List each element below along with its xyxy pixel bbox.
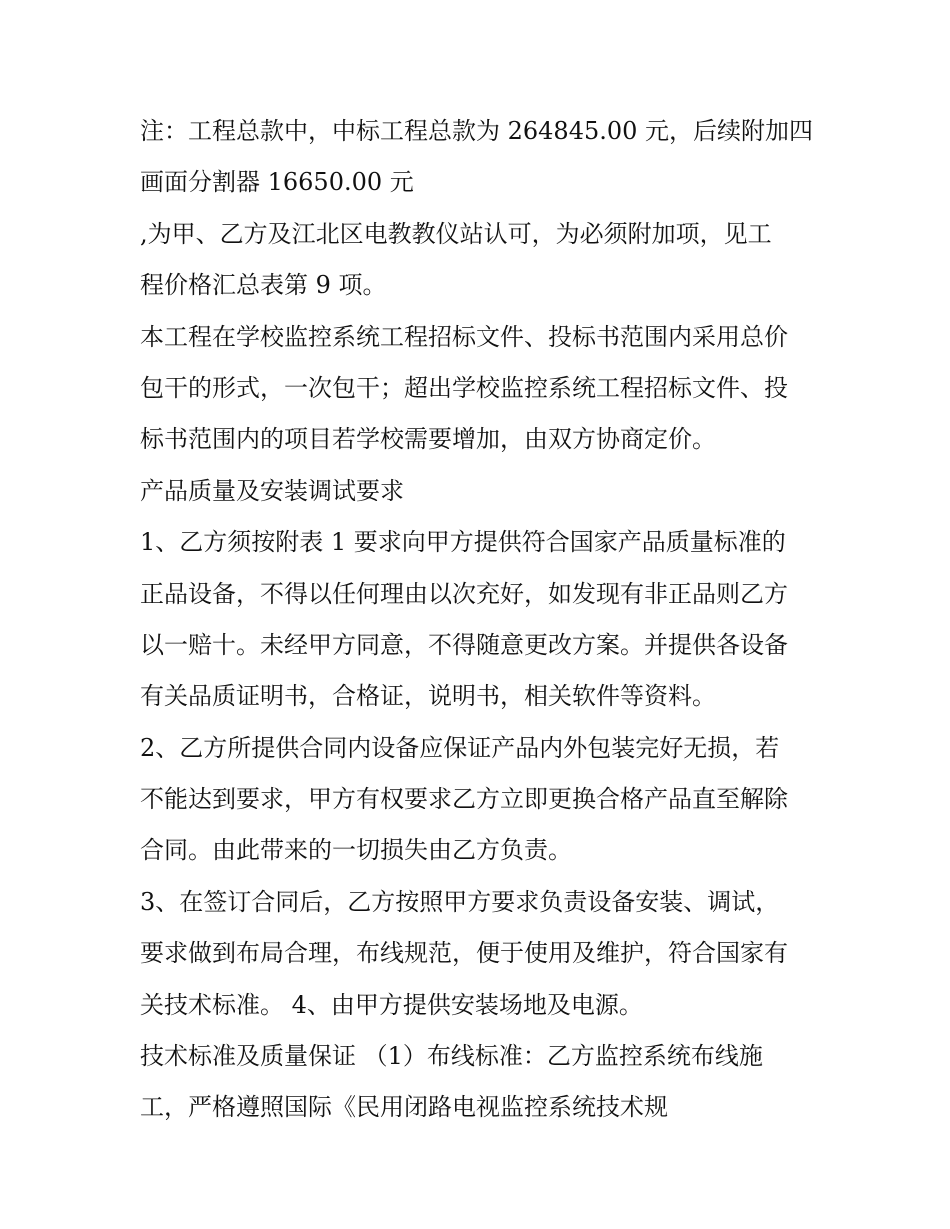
text-line: 标书范围内的项目若学校需要增加，由双方协商定价。 [140,425,716,454]
text-line: 包干的形式，一次包干；超出学校监控系统工程招标文件、投 [140,373,788,402]
text-line: 1、乙方须按附表 1 要求向甲方提供符合国家产品质量标准的 [140,528,786,557]
text-line: 不能达到要求，甲方有权要求乙方立即更换合格产品直至解除 [140,785,788,814]
text-line: 以一赔十。未经甲方同意，不得随意更改方案。并提供各设备 [140,630,788,659]
text-line: 要求做到布局合理，布线规范，便于使用及维护，符合国家有 [140,939,788,968]
document-body [140,106,820,1134]
text-line: ,为甲、乙方及江北区电教教仪站认可，为必须附加项，见工 [140,219,772,248]
text-line: 技术标准及质量保证 （1）布线标准：乙方监控系统布线施 [140,1042,763,1071]
section-heading: 产品质量及安装调试要求 [140,476,404,505]
text-line: 本工程在学校监控系统工程招标文件、投标书范围内采用总价 [140,322,788,351]
text-line: 画面分割器 16650.00 元 [140,168,414,197]
text-line: 正品设备，不得以任何理由以次充好，如发现有非正品则乙方 [140,579,788,608]
text-line: 有关品质证明书，合格证，说明书，相关软件等资料。 [140,682,716,711]
text-line: 2、乙方所提供合同内设备应保证产品内外包装完好无损，若 [140,733,780,762]
text-line: 注：工程总款中，中标工程总款为 264845.00 元，后续附加四 [140,117,814,145]
text-line: 合同。由此带来的一切损失由乙方负责。 [140,836,572,865]
text-line: 工，严格遵照国际《民用闭路电视监控系统技术规 [140,1093,668,1122]
text-line: 关技术标准。 4、由甲方提供安装场地及电源。 [140,990,643,1019]
text-line: 程价格汇总表第 9 项。 [140,271,387,300]
text-line: 3、在签订合同后，乙方按照甲方要求负责设备安装、调试， [140,887,780,916]
